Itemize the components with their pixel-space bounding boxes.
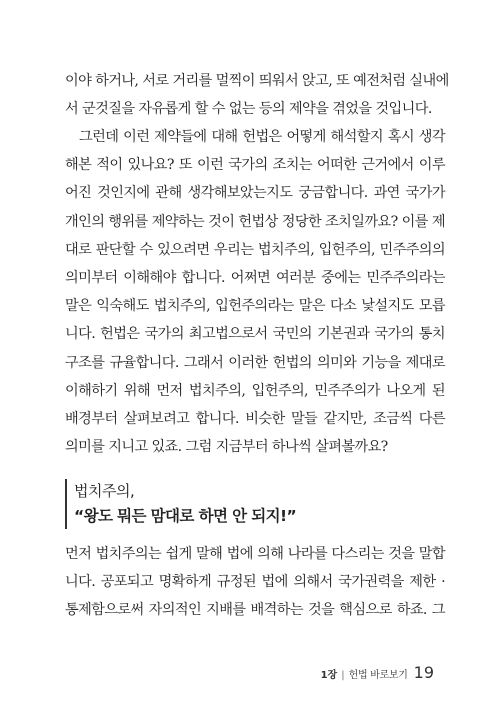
chapter-label: 1장 xyxy=(320,670,338,681)
paragraph-continued xyxy=(65,67,449,123)
text-line: 배경부터 살펴보려고 합니다. 비슷한 말들 같지만, 조금씩 다른 xyxy=(65,411,445,428)
text-line: 니다. 공포되고 명확하게 규정된 법에 의해서 국가권력을 제한 · xyxy=(65,574,445,591)
text-line: 개인의 행위를 제약하는 것이 헌법상 정당한 조치일까요? 이를 제 xyxy=(65,213,445,230)
text-line: 해본 적이 있나요? 또 이런 국가의 조치는 어떠한 근거에서 이루 xyxy=(65,157,445,174)
chapter-title: 헌법 바로보기 xyxy=(348,670,408,681)
text-line: 먼저 법치주의는 쉽게 말해 법에 의해 나라를 다스리는 것을 말합 xyxy=(65,546,445,562)
text-line: 서 군것질을 자유롭게 할 수 없는 등의 제약을 겪었을 것입니다. xyxy=(65,101,432,118)
text-line: 의미를 지니고 있죠. 그럼 지금부터 하나씩 살펴볼까요? xyxy=(65,439,388,456)
text-line: 말은 익숙해도 법치주의, 입헌주의라는 말은 다소 낯설지도 모릅 xyxy=(65,298,445,315)
section-subtitle: 법치주의, xyxy=(74,482,135,500)
page-footer xyxy=(321,663,434,682)
text-line: 대로 판단할 수 있으려면 우리는 법치주의, 입헌주의, 민주주의의 xyxy=(65,241,445,258)
text-line: 구조를 규율합니다. 그래서 이러한 헌법의 의미와 기능을 제대로 xyxy=(65,354,445,371)
text-line: 통제함으로써 자의적인 지배를 배격하는 것을 핵심으로 하죠. 그 xyxy=(65,602,445,619)
text-line: 이야 하거나, 서로 거리를 멀찍이 띄워서 앉고, 또 예전처럼 실내에 xyxy=(65,73,449,89)
text-line: 의미부터 이해해야 합니다. 어쩌면 여러분 중에는 민주주의라는 xyxy=(65,270,445,287)
paragraph-intro xyxy=(65,123,445,461)
text-line: 어진 것인지에 관해 생각해보았는지도 궁금합니다. 과연 국가가 xyxy=(65,185,445,202)
footer-separator: | xyxy=(341,670,345,681)
section-title: “왕도 뭐든 맘대로 하면 안 되지!” xyxy=(74,507,297,525)
paragraph-rule-of-law xyxy=(65,540,445,625)
text-line: 이해하기 위해 먼저 법치주의, 입헌주의, 민주주의가 나오게 된 xyxy=(65,382,445,399)
section-heading xyxy=(65,479,296,529)
page-number: 19 xyxy=(413,663,434,682)
text-line: 그런데 이런 제약들에 대해 헌법은 어떻게 해석할지 혹시 생각 xyxy=(79,129,445,145)
text-line: 니다. 헌법은 국가의 최고법으로서 국민의 기본권과 국가의 통치 xyxy=(65,326,445,343)
